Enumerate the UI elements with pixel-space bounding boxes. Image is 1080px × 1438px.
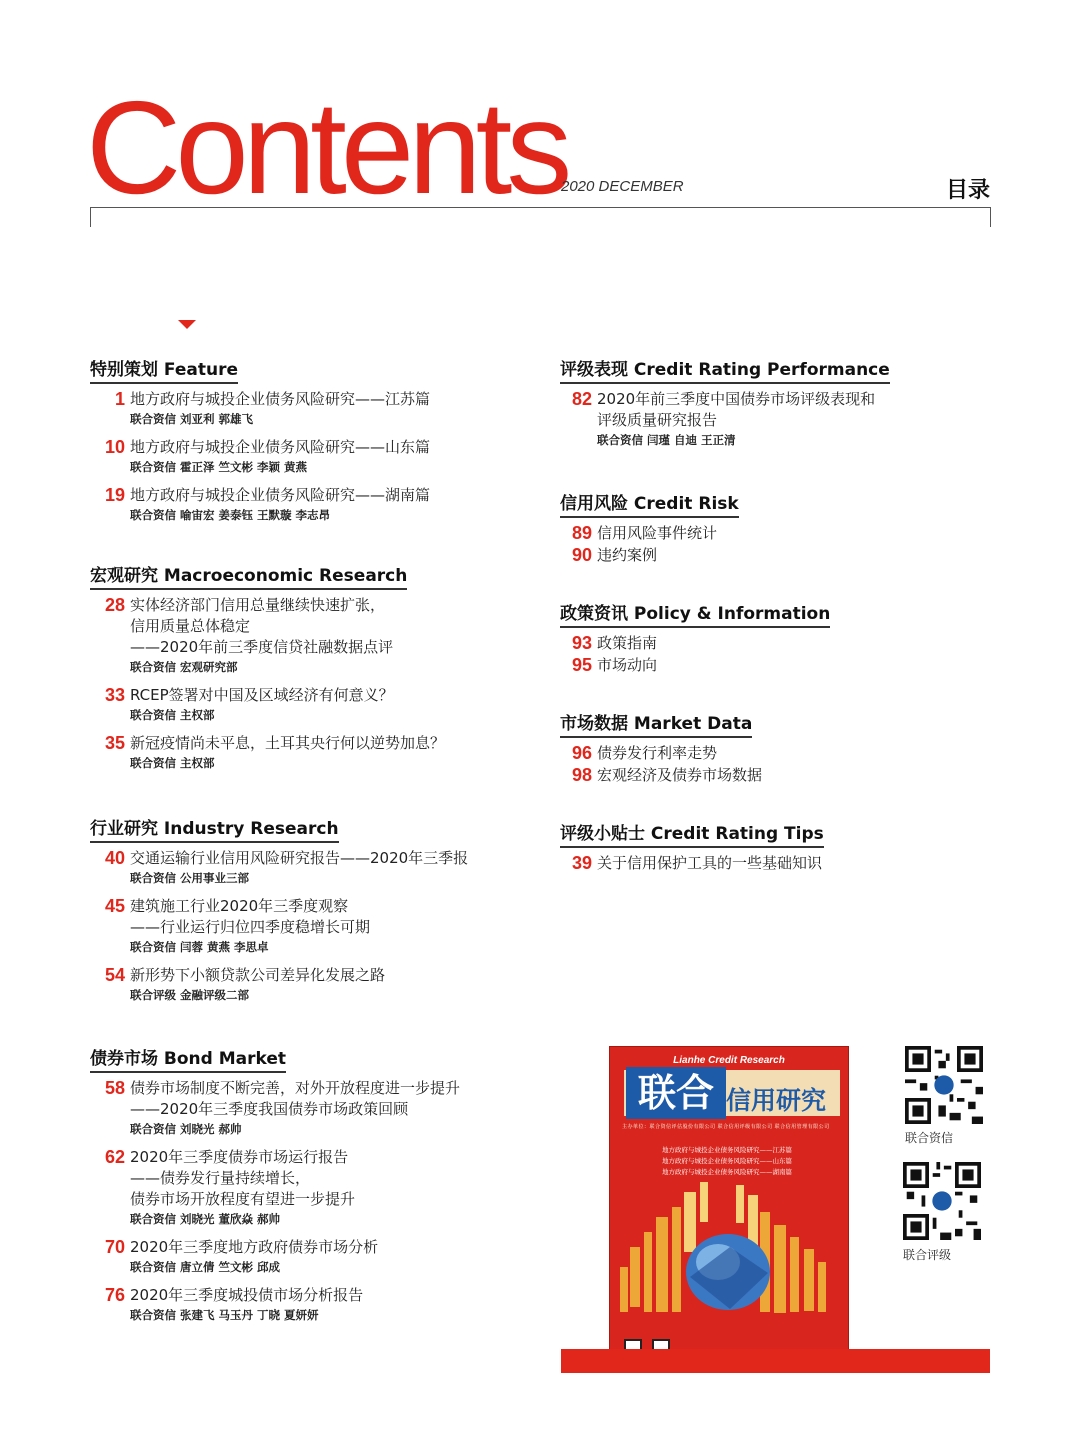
entry-title-line: 政策指南: [597, 634, 658, 652]
entry-title-line: RCEP签署对中国及区域经济有何意义？: [130, 686, 394, 704]
page-number: 98: [571, 765, 592, 785]
entry-title-line: 关于信用保护工具的一些基础知识: [597, 854, 823, 872]
entry-content: [130, 965, 540, 1004]
triangle-marker-icon: [178, 320, 196, 329]
section-heading: 信用风险 Credit Risk: [560, 489, 739, 518]
entry-title-line: 地方政府与城投企业债务风险研究——山东篇: [130, 438, 431, 456]
entry-content: [597, 389, 990, 449]
section-heading: 评级小贴士 Credit Rating Tips: [560, 819, 824, 848]
entry-content: [130, 1285, 540, 1324]
entry-authors: 联合资信 张建飞 马玉丹 丁晓 夏妍妍: [130, 1308, 319, 1322]
cover-artwork: [610, 1177, 849, 1337]
page-number: 89: [571, 523, 592, 543]
toc-entry[interactable]: [560, 853, 990, 874]
page-number: 1: [114, 389, 125, 409]
entry-content: [130, 1237, 540, 1276]
toc-entry[interactable]: [90, 896, 540, 956]
section-heading: 市场数据 Market Data: [560, 709, 752, 738]
entry-title-line: ——2020年三季度我国债券市场政策回顾: [130, 1100, 409, 1118]
entry-title-line: 地方政府与城投企业债务风险研究——湖南篇: [130, 486, 431, 504]
entry-authors: 联合资信 霍正泽 竺文彬 李颖 黄燕: [130, 460, 308, 474]
entry-title-line: 债券市场制度不断完善，对外开放程度进一步提升: [130, 1079, 461, 1097]
toc-entry[interactable]: [90, 1237, 540, 1276]
entry-title-line: 信用风险事件统计: [597, 524, 718, 542]
page-number: 95: [571, 655, 592, 675]
entry-authors: 联合资信 主权部: [130, 756, 215, 770]
page-number: 19: [104, 485, 125, 505]
page-number: 35: [104, 733, 125, 753]
toc-section: [560, 819, 990, 874]
page-number: 33: [104, 685, 125, 705]
page-number: 45: [104, 896, 125, 916]
magazine-cover: [609, 1046, 849, 1363]
entry-title-line: 违约案例: [597, 546, 658, 564]
page-number: 54: [104, 965, 125, 985]
entry-title-line: 建筑施工行业2020年三季度观察: [130, 897, 349, 915]
qr-code-icon[interactable]: [905, 1046, 983, 1124]
entry-authors: 联合资信 闫瑾 自迪 王正清: [597, 433, 736, 447]
footer-red-bar: [561, 1349, 990, 1373]
entry-authors: 联合资信 宏观研究部: [130, 660, 238, 674]
toc-entry[interactable]: [90, 1285, 540, 1324]
toc-entry[interactable]: [90, 1147, 540, 1228]
header-rule: [90, 207, 991, 227]
entry-title-line: 2020年三季度地方政府债券市场分析: [130, 1238, 379, 1256]
section-heading: 特别策划 Feature: [90, 355, 238, 384]
qr-label: 联合评级: [903, 1248, 952, 1262]
entry-title-line: ——行业运行归位四季度稳增长可期: [130, 918, 371, 936]
section-heading: 宏观研究 Macroeconomic Research: [90, 561, 407, 590]
cover-headline: 地方政府与城投企业债务风险研究——江苏篇: [662, 1146, 792, 1154]
toc-entry[interactable]: [560, 545, 990, 566]
entry-content: [130, 1147, 540, 1228]
toc-entry[interactable]: [90, 848, 540, 887]
toc-entry[interactable]: [90, 485, 540, 524]
toc-entry[interactable]: [560, 743, 990, 764]
entry-title-line: 市场动向: [597, 656, 658, 674]
entry-content: [130, 685, 540, 724]
entry-authors: 联合资信 闫蓉 黄燕 李思卓: [130, 940, 269, 954]
entry-content: [597, 633, 990, 654]
toc-entry[interactable]: [90, 1078, 540, 1138]
toc-section: [560, 599, 990, 676]
toc-left-column: [90, 355, 540, 1333]
entry-content: [130, 485, 540, 524]
page-number: 28: [104, 595, 125, 615]
toc-section: [560, 355, 990, 449]
toc-entry[interactable]: [90, 389, 540, 428]
entry-content: [597, 765, 990, 786]
entry-title-line: 宏观经济及债券市场数据: [597, 766, 763, 784]
toc-entry[interactable]: [560, 633, 990, 654]
toc-entry[interactable]: [90, 595, 540, 676]
page-number: 93: [571, 633, 592, 653]
section-heading: 评级表现 Credit Rating Performance: [560, 355, 890, 384]
entry-content: [130, 1078, 540, 1138]
issue-date: 2020 DECEMBER: [561, 178, 684, 195]
entry-content: [597, 853, 990, 874]
entry-title-line: ——2020年前三季度信贷社融数据点评: [130, 638, 394, 656]
page-number: 58: [104, 1078, 125, 1098]
entry-title-line: 2020年前三季度中国债券市场评级表现和: [597, 390, 876, 408]
entry-title-line: 债券发行利率走势: [597, 744, 718, 762]
toc-entry[interactable]: [560, 389, 990, 449]
toc-section: [90, 561, 540, 772]
section-heading: 债券市场 Bond Market: [90, 1044, 286, 1073]
toc-right-column: [560, 355, 990, 875]
entry-authors: 联合资信 喻宙宏 姜泰钰 王默璇 李志昂: [130, 508, 331, 522]
entry-title-line: 实体经济部门信用总量继续快速扩张，: [130, 596, 386, 614]
entry-authors: 联合资信 唐立倩 竺文彬 邱成: [130, 1260, 281, 1274]
entry-title-line: 地方政府与城投企业债务风险研究——江苏篇: [130, 390, 431, 408]
toc-entry[interactable]: [90, 437, 540, 476]
section-heading: 政策资讯 Policy & Information: [560, 599, 830, 628]
page-number: 76: [104, 1285, 125, 1305]
entry-content: [130, 896, 540, 956]
toc-entry[interactable]: [90, 965, 540, 1004]
entry-content: [130, 389, 540, 428]
entry-authors: 联合资信 主权部: [130, 708, 215, 722]
toc-section: [560, 489, 990, 566]
toc-entry[interactable]: [560, 523, 990, 544]
entry-title-line: 债券市场开放程度有望进一步提升: [130, 1190, 356, 1208]
entry-authors: 联合评级 金融评级二部: [130, 988, 250, 1002]
page-title: Contents: [86, 74, 567, 221]
entry-content: [130, 437, 540, 476]
entry-title-line: 评级质量研究报告: [597, 411, 718, 429]
page-number: 70: [104, 1237, 125, 1257]
entry-content: [130, 733, 540, 772]
cover-headline: 地方政府与城投企业债务风险研究——山东篇: [662, 1157, 792, 1165]
cover-headlines: [662, 1145, 792, 1178]
entry-content: [597, 545, 990, 566]
entry-content: [130, 848, 540, 887]
toc-section: [90, 814, 540, 1004]
page-title-cn: 目录: [946, 178, 991, 203]
toc-section: [560, 709, 990, 786]
page-number: 90: [571, 545, 592, 565]
entry-authors: 联合资信 刘晓光 郝帅: [130, 1122, 242, 1136]
cover-title: 信用研究: [726, 1086, 827, 1115]
toc-entry[interactable]: [90, 733, 540, 772]
entry-content: [597, 743, 990, 764]
toc-section: [90, 1044, 540, 1324]
qr-label: 联合资信: [905, 1131, 954, 1145]
toc-section: [90, 355, 540, 524]
entry-content: [597, 655, 990, 676]
entry-title-line: 新形势下小额贷款公司差异化发展之路: [130, 966, 386, 984]
entry-authors: 联合资信 刘亚利 郭雄飞: [130, 412, 254, 426]
toc-entry[interactable]: [560, 655, 990, 676]
page-number: 40: [104, 848, 125, 868]
page-number: 10: [104, 437, 125, 457]
entry-content: [597, 523, 990, 544]
entry-title-line: 2020年三季度债券市场运行报告: [130, 1148, 349, 1166]
section-heading: 行业研究 Industry Research: [90, 814, 339, 843]
entry-title-line: 2020年三季度城投债市场分析报告: [130, 1286, 364, 1304]
page-number: 62: [104, 1147, 125, 1167]
cover-english-title: Lianhe Credit Research: [673, 1055, 785, 1066]
entry-title-line: 交通运输行业信用风险研究报告——2020年三季报: [130, 849, 469, 867]
qr-code-icon[interactable]: [903, 1162, 981, 1240]
entry-title-line: 信用质量总体稳定: [130, 617, 251, 635]
entry-authors: 联合资信 刘晓光 董欣焱 郝帅: [130, 1212, 281, 1226]
toc-entry[interactable]: [90, 685, 540, 724]
page-number: 96: [571, 743, 592, 763]
page-number: 82: [571, 389, 592, 409]
toc-entry[interactable]: [560, 765, 990, 786]
entry-content: [130, 595, 540, 676]
page-number: 39: [571, 853, 592, 873]
cover-publisher: 主办单位：联合资信评估股份有限公司 联合信用评级有限公司 联合信用管理有限公司: [622, 1124, 830, 1130]
entry-title-line: ——债券发行量持续增长，: [130, 1169, 311, 1187]
entry-authors: 联合资信 公用事业三部: [130, 871, 250, 885]
cover-headline: 地方政府与城投企业债务风险研究——湖南篇: [662, 1168, 792, 1176]
cover-brand: 联合: [626, 1067, 726, 1119]
entry-title-line: 新冠疫情尚未平息，土耳其央行何以逆势加息？: [130, 734, 446, 752]
